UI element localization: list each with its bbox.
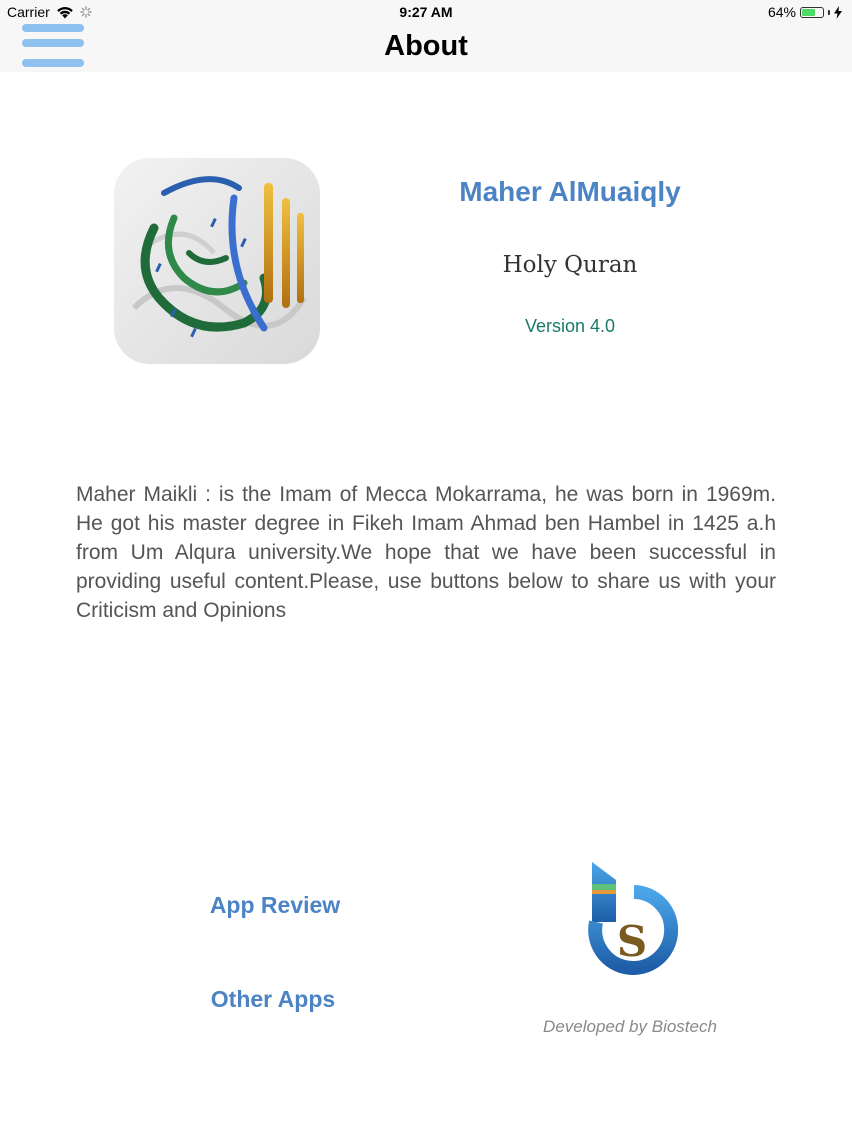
developer-credit: Developed by Biostech [543,1017,717,1036]
battery-icon [800,7,824,18]
charging-bolt-icon [834,6,842,19]
battery-tip [828,10,830,15]
status-bar [0,0,852,24]
other-apps-button[interactable]: Other Apps [210,986,336,1012]
app-version: Version 4.0 [524,316,616,336]
status-time: 9:27 AM [399,4,453,20]
about-description: Maher Maikli : is the Imam of Mecca Mokarrama, he was born in 1969m. He got his master degree in Fikeh Imam Ahmad ben Hambel in 1425 a.h from Um Alqura university.We hope that we have been successful in providing useful content.Please, use buttons below to share us with your Criticism and Opinions [76,483,776,622]
carrier-label: Carrier [7,4,50,20]
battery-level [802,9,815,16]
status-right [768,4,842,20]
app-subtitle: Holy Quran [502,252,638,278]
battery-percent: 64% [767,4,796,20]
quran-calligraphy-icon [114,158,320,364]
app-review-button[interactable]: App Review [209,892,341,918]
svg-text:S: S [616,917,648,966]
nav-bar [0,24,852,72]
biostech-logo [586,862,678,990]
app-name: Maher AlMuaiqly [459,176,681,207]
page-title: About [384,30,468,62]
